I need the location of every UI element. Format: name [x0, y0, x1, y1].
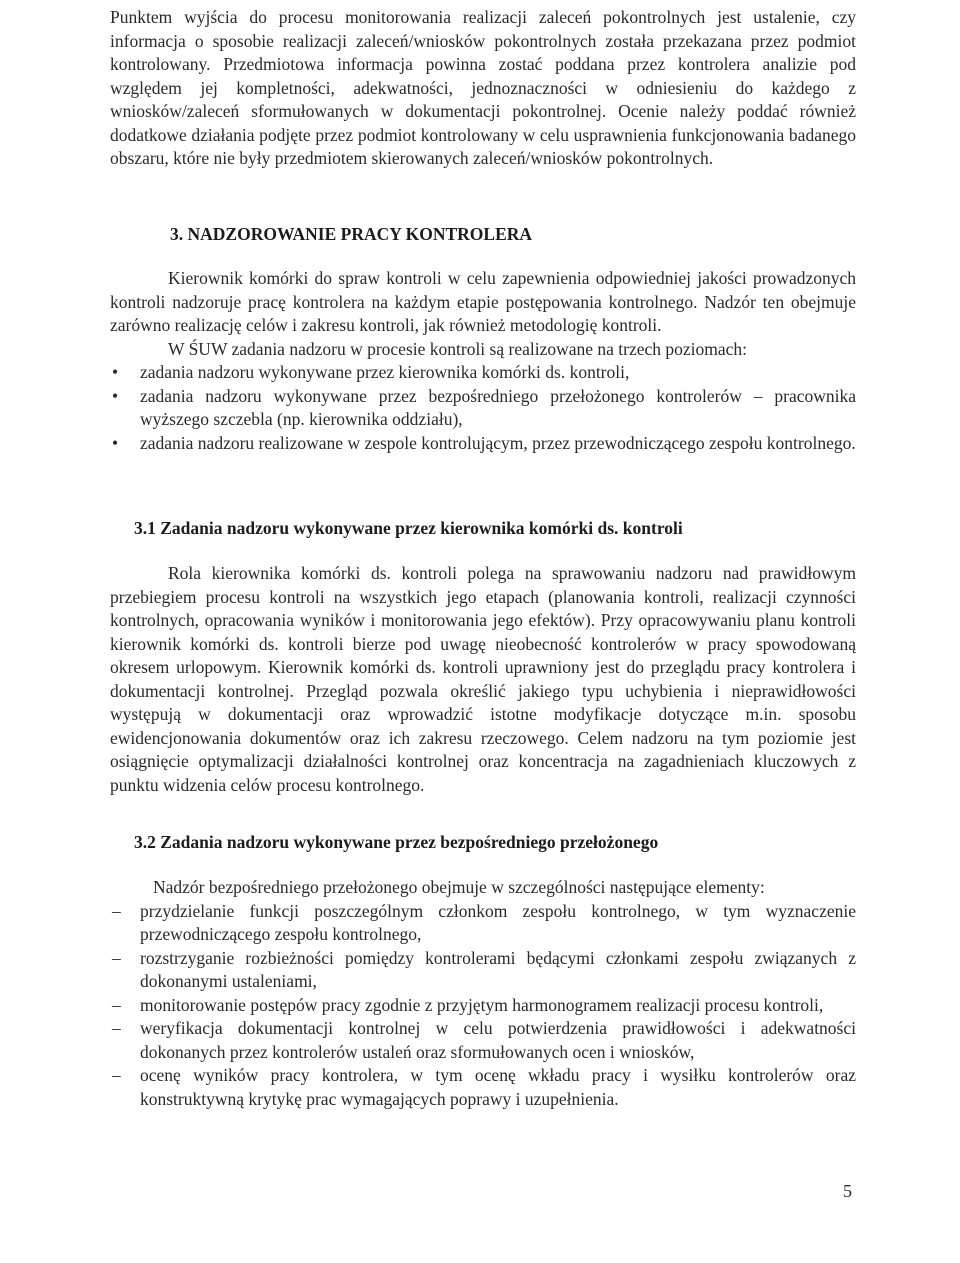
list-item-text: rozstrzyganie rozbieżności pomiędzy kontrolerami będącymi członkami zespołu związanych z dokonanymi ustaleniami,	[140, 947, 856, 991]
bullet-icon: •	[112, 385, 119, 406]
section-3-1-heading: 3.1 Zadania nadzoru wykonywane przez kierownika komórki ds. kontroli	[134, 518, 683, 538]
bullet-icon: •	[112, 432, 119, 453]
list-item	[110, 385, 856, 432]
section-3-2-body	[110, 876, 856, 1111]
list-item	[110, 1064, 856, 1111]
list-item-text: weryfikacja dokumentacji kontrolnej w celu potwierdzenia prawidłowości i adekwatności dokonanych przez kontrolerów ustaleń oraz sformułowanych ocen i wniosków,	[140, 1018, 856, 1062]
section-3-1-paragraph: Rola kierownika komórki ds. kontroli polega na sprawowaniu nadzoru nad prawidłowym przebiegiem procesu kontroli na wszystkich jego etapach (planowania kontroli, realizacji czynności kontrolnych, opracowania wyników i monitorowania jego efektów). Przy opracowywaniu planu kontroli kierownik komórki ds. kontroli bierze pod uwagę nieobecność kontrolerów w pracy spowodowaną okresem urlopowym. Kierownik komórki ds. kontroli uprawniony jest do przeglądu pracy kontrolera i dokumentacji kontrolnej. Przegląd pozwala określić jakiego typu uchybienia i nieprawidłowości występują w dokumentacji oraz wprowadzić istotne modyfikacje dotyczące m.in. sposobu ewidencjonowania dokumentów oraz ich zakresu rzeczowego. Celem nadzoru na tym poziomie jest osiągnięcie optymalizacji działalności kontrolnej oraz koncentracja na zagadnieniach kluczowych z punktu widzenia celów procesu kontrolnego.	[110, 563, 856, 795]
dash-icon: –	[112, 1018, 121, 1038]
supervision-levels-list	[110, 361, 856, 455]
list-item-text: przydzielanie funkcji poszczególnym członkom zespołu kontrolnego, w tym wyznaczenie przewodniczącego zespołu kontrolnego,	[140, 900, 856, 944]
section-3-body	[110, 267, 856, 455]
dash-icon: –	[112, 947, 121, 968]
dash-icon: –	[112, 1065, 121, 1085]
section-3-2-heading: 3.2 Zadania nadzoru wykonywane przez bezpośredniego przełożonego	[134, 832, 659, 852]
list-item-text: zadania nadzoru wykonywane przez bezpośredniego przełożonego kontrolerów – pracownika wyższego szczebla (np. kierownika oddziału),	[140, 385, 856, 429]
list-item-text: zadania nadzoru wykonywane przez kierownika komórki ds. kontroli,	[140, 362, 630, 382]
list-item	[110, 900, 856, 947]
section-3-heading: 3. NADZOROWANIE PRACY KONTROLERA	[170, 224, 533, 244]
list-item	[110, 947, 856, 994]
list-item	[110, 432, 856, 456]
list-item	[110, 361, 856, 385]
dash-icon: –	[112, 994, 121, 1015]
list-item	[110, 994, 856, 1018]
intro-paragraph: Punktem wyjścia do procesu monitorowania realizacji zaleceń pokontrolnych jest ustalenie, czy informacja o sposobie realizacji zaleceń/wniosków pokontrolnych została przekazana przez podmiot kontrolowany. Przedmiotowa informacja powinna zostać poddana przez kontrolera analizie pod względem jej kompletności, adekwatności, jednoznaczności w odniesieniu do każdego z wniosków/zaleceń sformułowanych w dokumentacji pokontrolnej. Ocenie należy poddać również dodatkowe działania podjęte przez podmiot kontrolowany w celu usprawnienia funkcjonowania badanego obszaru, które nie były przedmiotem skierowanych zaleceń/wniosków pokontrolnych.	[110, 7, 856, 168]
section-3-paragraph: Kierownik komórki do spraw kontroli w celu zapewnienia odpowiedniej jakości prowadzonych kontroli nadzoruje pracę kontrolera na każdym etapie postępowania kontrolnego. Nadzór ten obejmuje zarówno realizację celów i zakresu kontroli, jak również metodologię kontroli.	[110, 268, 856, 335]
dash-icon: –	[112, 900, 121, 921]
bullet-icon: •	[112, 362, 119, 382]
list-item	[110, 1017, 856, 1064]
supervisor-tasks-list	[110, 900, 856, 1112]
section-3-1-body	[110, 562, 856, 797]
intro-block	[110, 2, 856, 171]
list-item-text: zadania nadzoru realizowane w zespole kontrolującym, przez przewodniczącego zespołu kontrolnego.	[140, 432, 856, 453]
list-item-text: monitorowanie postępów pracy zgodnie z przyjętym harmonogramem realizacji procesu kontroli,	[140, 994, 824, 1015]
list-item-text: ocenę wyników pracy kontrolera, w tym ocenę wkładu pracy i wysiłku kontrolerów oraz konstruktywną krytykę prac wymagających poprawy i uzupełnienia.	[140, 1065, 856, 1109]
page-number: 5	[843, 1181, 852, 1201]
section-3-levels-intro: W ŚUW zadania nadzoru w procesie kontroli są realizowane na trzech poziomach:	[168, 338, 748, 359]
section-3-2-intro: Nadzór bezpośredniego przełożonego obejmuje w szczególności następujące elementy:	[153, 877, 765, 897]
